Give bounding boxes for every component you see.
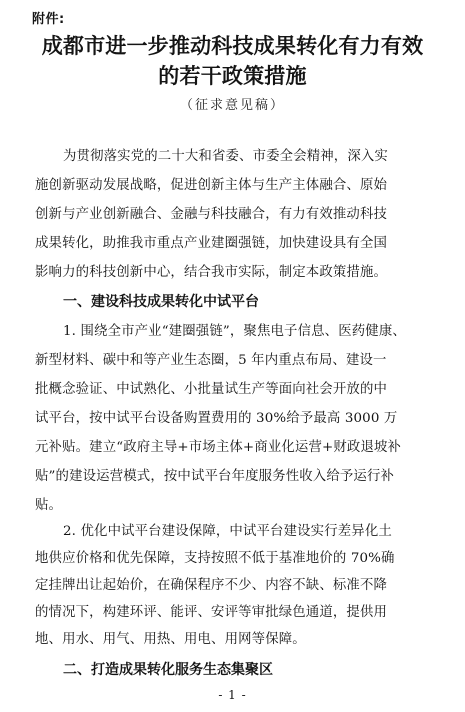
item1-line: 批概念验证、中试熟化、小批量试生产等面向社会开放的中 [35,382,388,397]
item2-line: 2. 优化中试平台建设保障，中试平台建设实行差异化土 [63,524,392,539]
item1-line: 新型材料、碳中和等产业生态圈，5 年内重点布局、建设一 [35,353,387,368]
item1-line: 贴。 [35,498,63,513]
item2-line: 地、用水、用气、用热、用电、用网等保障。 [35,632,306,647]
intro-line: 施创新驱动发展战略，促进创新主体与生产主体融合、原始 [35,178,388,193]
document-title-line-1: 成都市进一步推动科技成果转化有力有效 [41,33,424,58]
intro-line: 为贯彻落实党的二十大和省委、市委全会精神，深入实 [63,149,388,164]
item1-line: 贴”的建设运营模式，按中试平台年度服务性收入给予运行补 [35,469,395,484]
item1-line: 试平台，按中试平台设备购置费用的 30%给予最高 3000 万 [35,411,398,426]
attachment-label: 附件: [32,12,65,27]
draft-subtitle: （征求意见稿） [179,98,285,113]
intro-line: 创新与产业创新融合、金融与科技融合，有力有效推动科技 [35,207,388,222]
intro-line: 成果转化，助推我市重点产业建圈强链，加快建设具有全国 [35,236,388,251]
page-number: - 1 - [218,688,247,702]
intro-line: 影响力的科技创新中心，结合我市实际，制定本政策措施。 [35,265,388,280]
section-heading-2: 二、打造成果转化服务生态集聚区 [63,662,273,678]
item2-line: 定挂牌出让起始价，在确保程序不少、内容不缺、标准不降 [35,578,388,593]
item1-line: 元补贴。建立“政府主导+市场主体+商业化运营+财政退坡补 [35,440,402,455]
item1-line: 1. 围绕全市产业“建圈强链”，聚焦电子信息、医药健康、 [63,324,406,339]
section-heading-1: 一、建设科技成果转化中试平台 [63,294,259,310]
item2-line: 地供应价格和优先保障，支持按照不低于基准地价的 70%确 [35,551,395,566]
document-title-line-2: 的若干政策措施 [158,63,307,88]
item2-line: 的情况下，构建环评、能评、安评等审批绿色通道，提供用 [35,605,388,620]
